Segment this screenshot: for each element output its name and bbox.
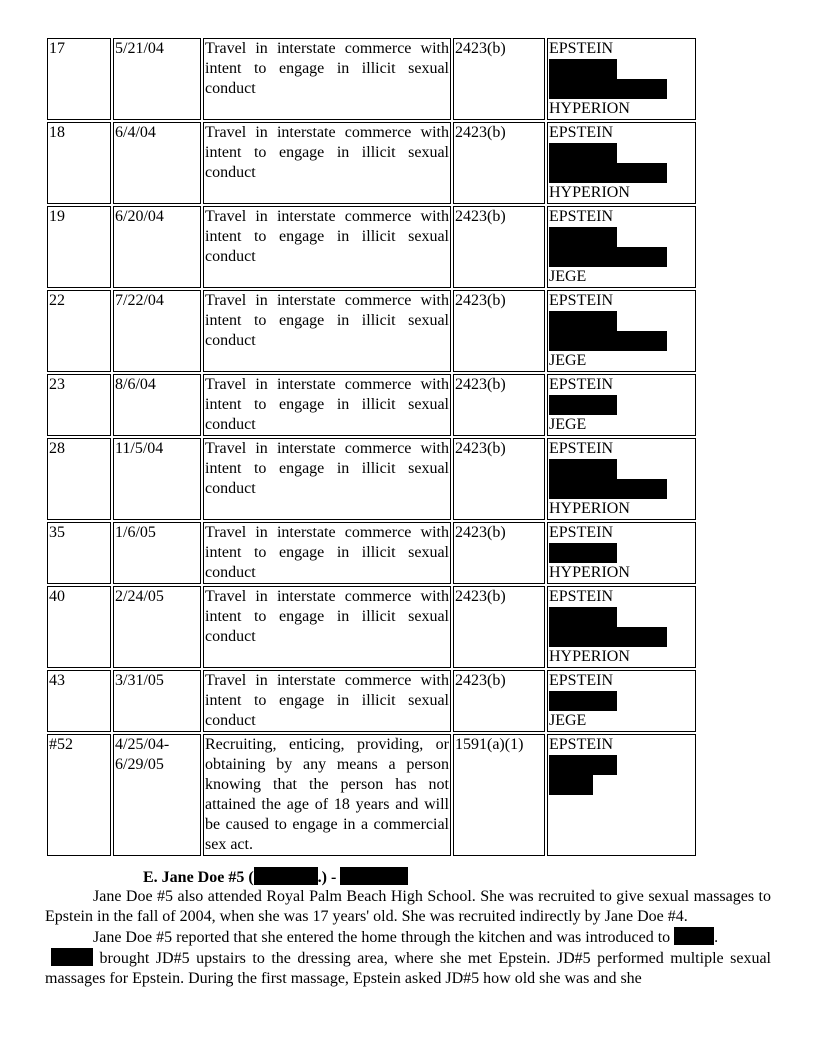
- offense-description-cell: Travel in interstate commerce with intent to engage in illicit sexual conduct: [203, 374, 451, 436]
- redaction-block: [549, 459, 617, 479]
- statute-cell: 2423(b): [453, 438, 545, 520]
- redaction-block: [549, 755, 617, 775]
- table-row: [47, 38, 696, 120]
- defendant-name: EPSTEIN: [549, 208, 613, 225]
- redaction-block: [549, 247, 667, 267]
- defendant-name: HYPERION: [549, 500, 630, 517]
- date-cell: 3/31/05: [113, 670, 201, 732]
- redaction-block: [549, 143, 617, 163]
- defendant-name: EPSTEIN: [549, 376, 613, 393]
- heading-prefix: E. Jane Doe #5 (: [143, 869, 254, 886]
- defendant-name: HYPERION: [549, 648, 630, 665]
- date-cell: 8/6/04: [113, 374, 201, 436]
- defendants-cell: [547, 586, 696, 668]
- redaction-block: [549, 543, 617, 563]
- count-number-cell: 40: [47, 586, 111, 668]
- statute-cell: 2423(b): [453, 38, 545, 120]
- count-number-cell: #52: [47, 734, 111, 856]
- table-row: [47, 670, 696, 732]
- table-row: [47, 122, 696, 204]
- defendant-name: EPSTEIN: [549, 736, 613, 753]
- counts-table: [45, 36, 698, 858]
- defendants-cell: [547, 438, 696, 520]
- defendant-name: EPSTEIN: [549, 292, 613, 309]
- heading-mid: .) -: [317, 869, 341, 886]
- defendant-name: EPSTEIN: [549, 124, 613, 141]
- defendant-name: HYPERION: [549, 564, 630, 581]
- table-row: [47, 734, 696, 856]
- jane-doe-5-section: [45, 867, 771, 989]
- redaction-block: [549, 479, 667, 499]
- redaction-block: [549, 395, 617, 415]
- defendant-name: EPSTEIN: [549, 524, 613, 541]
- redaction-block: [549, 775, 593, 795]
- statute-cell: 1591(a)(1): [453, 734, 545, 856]
- redaction-block: [549, 331, 667, 351]
- redaction-block: [549, 227, 617, 247]
- redaction-block: [549, 607, 617, 627]
- defendant-name: EPSTEIN: [549, 672, 613, 689]
- date-cell: 4/25/04- 6/29/05: [113, 734, 201, 856]
- redaction-block: [51, 948, 93, 966]
- statute-cell: 2423(b): [453, 122, 545, 204]
- count-number-cell: 19: [47, 206, 111, 288]
- date-cell: 11/5/04: [113, 438, 201, 520]
- offense-description-cell: Travel in interstate commerce with intent to engage in illicit sexual conduct: [203, 122, 451, 204]
- statute-cell: 2423(b): [453, 374, 545, 436]
- table-row: [47, 586, 696, 668]
- offense-description-cell: Travel in interstate commerce with intent to engage in illicit sexual conduct: [203, 290, 451, 372]
- paragraph-2-part-a: Jane Doe #5 reported that she entered the home through the kitchen and was introduced to: [93, 929, 675, 946]
- defendants-cell: [547, 38, 696, 120]
- count-number-cell: 23: [47, 374, 111, 436]
- defendants-cell: [547, 206, 696, 288]
- defendant-name: EPSTEIN: [549, 40, 613, 57]
- table-row: [47, 290, 696, 372]
- redaction-block: [549, 79, 667, 99]
- statute-cell: 2423(b): [453, 290, 545, 372]
- date-cell: 1/6/05: [113, 522, 201, 584]
- section-heading: [143, 867, 771, 887]
- paragraph-2-part-c: brought JD#5 upstairs to the dressing area, where she met Epstein. JD#5 performed multiple sexual massages for Epstein. During the first massage, Epstein asked JD#5 how old she was and she: [45, 950, 771, 987]
- defendant-name: EPSTEIN: [549, 440, 613, 457]
- offense-description-cell: Travel in interstate commerce with intent to engage in illicit sexual conduct: [203, 438, 451, 520]
- paragraph-2: [45, 927, 771, 989]
- table-row: [47, 206, 696, 288]
- offense-description-cell: Travel in interstate commerce with intent to engage in illicit sexual conduct: [203, 586, 451, 668]
- table-row: [47, 522, 696, 584]
- date-cell: 6/20/04: [113, 206, 201, 288]
- offense-description-cell: Travel in interstate commerce with intent to engage in illicit sexual conduct: [203, 206, 451, 288]
- redaction-block: [549, 627, 667, 647]
- redaction-block: [549, 163, 667, 183]
- count-number-cell: 28: [47, 438, 111, 520]
- defendant-name: HYPERION: [549, 184, 630, 201]
- defendant-name: JEGE: [549, 268, 587, 285]
- redaction-block: [254, 867, 318, 885]
- offense-description-cell: Travel in interstate commerce with intent to engage in illicit sexual conduct: [203, 38, 451, 120]
- defendant-name: HYPERION: [549, 100, 630, 117]
- date-cell: 6/4/04: [113, 122, 201, 204]
- defendant-name: JEGE: [549, 712, 587, 729]
- date-cell: 5/21/04: [113, 38, 201, 120]
- offense-description-cell: Recruiting, enticing, providing, or obtaining by any means a person knowing that the person has not attained the age of 18 years and will be caused to engage in a commercial sex act.: [203, 734, 451, 856]
- table-row: [47, 374, 696, 436]
- redaction-block: [549, 311, 617, 331]
- defendants-cell: [547, 670, 696, 732]
- defendants-cell: [547, 290, 696, 372]
- statute-cell: 2423(b): [453, 670, 545, 732]
- date-cell: 7/22/04: [113, 290, 201, 372]
- defendant-name: EPSTEIN: [549, 588, 613, 605]
- count-number-cell: 35: [47, 522, 111, 584]
- paragraph-1: Jane Doe #5 also attended Royal Palm Beach High School. She was recruited to give sexual massages to Epstein in the fall of 2004, when she was 17 years' old. She was recruited indirectly by Jane Doe #4.: [45, 888, 771, 925]
- redaction-block: [674, 927, 714, 945]
- offense-description-cell: Travel in interstate commerce with intent to engage in illicit sexual conduct: [203, 522, 451, 584]
- redaction-block: [340, 867, 408, 885]
- statute-cell: 2423(b): [453, 206, 545, 288]
- count-number-cell: 22: [47, 290, 111, 372]
- defendants-cell: [547, 374, 696, 436]
- count-number-cell: 18: [47, 122, 111, 204]
- defendant-name: JEGE: [549, 416, 587, 433]
- statute-cell: 2423(b): [453, 586, 545, 668]
- count-number-cell: 43: [47, 670, 111, 732]
- redaction-block: [549, 691, 617, 711]
- defendants-cell: [547, 122, 696, 204]
- statute-cell: 2423(b): [453, 522, 545, 584]
- date-cell: 2/24/05: [113, 586, 201, 668]
- paragraph-2-part-b: .: [714, 929, 719, 946]
- redaction-block: [549, 59, 617, 79]
- table-row: [47, 438, 696, 520]
- defendant-name: JEGE: [549, 352, 587, 369]
- count-number-cell: 17: [47, 38, 111, 120]
- offense-description-cell: Travel in interstate commerce with intent to engage in illicit sexual conduct: [203, 670, 451, 732]
- defendants-cell: [547, 734, 696, 856]
- defendants-cell: [547, 522, 696, 584]
